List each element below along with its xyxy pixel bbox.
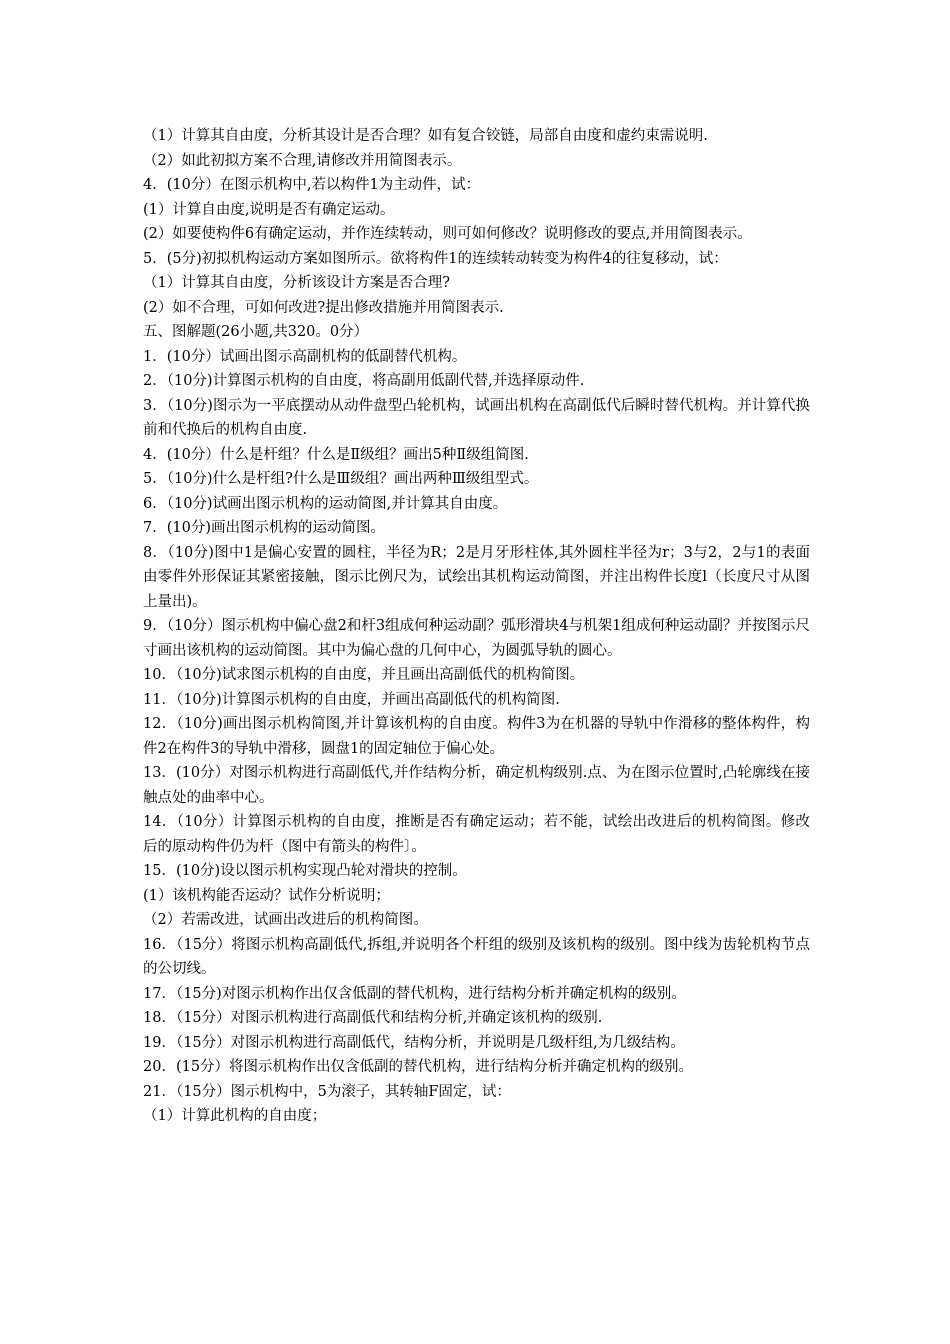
text-line: （2）如此初拟方案不合理,请修改并用简图表示。: [143, 152, 462, 169]
question-line: 1．(10分）试画出图示高副机构的低副替代机构。: [143, 348, 467, 365]
question-line: 2．（10分)计算图示机构的自由度，将高副用低副代替,并选择原动件.: [143, 373, 585, 389]
question-line: 11．（10分)计算图示机构的自由度，并画出高副低代的机构简图.: [143, 691, 560, 708]
document-body: [143, 124, 810, 1129]
text-line: （1）计算其自由度，分析其设计是否合理？如有复合铰链，局部自由度和虚约束需说明.: [143, 128, 708, 144]
question-line: 4．(10分）在图示机构中,若以构件1为主动件，试：: [143, 177, 481, 193]
question-line: 6．（10分)试画出图示机构的运动简图,并计算其自由度。: [143, 495, 508, 512]
question-line: 3．（10分)图示为一平底摆动从动件盘型凸轮机构，试画出机构在高副低代后瞬时替代机构。并计算代换前和代换后的机构自由度.: [143, 397, 810, 438]
question-line: 19．（15分）对图示机构进行高副低代，结构分析，并说明是几级杆组,为几级结构。: [143, 1034, 685, 1051]
question-line: 8．（10分)图中1是偏心安置的圆柱，半径为R；2是月牙形柱体,其外圆柱半径为r；3与2，2与1的表面由零件外形保证其紧密接触，图示比例尺为，试绘出其机构运动简图，并注出构件长度l（长度尺寸从图上量出)。: [143, 544, 810, 610]
question-line: 4．(10分）什么是杆组？什么是Ⅱ级组？画出5种Ⅱ级组简图.: [143, 446, 529, 463]
question-line: 16．（15分）将图示机构高副低代,拆组,并说明各个杆组的级别及该机构的级别。图中线为齿轮机构节点的公切线。: [143, 936, 810, 977]
question-line: 7．(10分)画出图示机构的运动简图。: [143, 520, 385, 536]
question-line: 21．（15分）图示机构中，5为滚子，其转轴F固定，试：: [143, 1083, 511, 1100]
question-line: 9．（10分）图示机构中偏心盘2和杆3组成何种运动副？弧形滑块4与机架1组成何种运动副？并按图示尺寸画出该机构的运动简图。其中为偏心盘的几何中心，为圆弧导轨的圆心。: [143, 618, 810, 659]
question-line: 18．（15分）对图示机构进行高副低代和结构分析,并确定该机构的级别.: [143, 1010, 603, 1026]
question-line: 5．(5分)初拟机构运动方案如图所示。欲将构件1的连续转动转变为构件4的往复移动，试：: [143, 250, 728, 267]
text-line: (2）如不合理，可如何改进?提出修改措施并用简图表示.: [143, 299, 504, 316]
text-line: （1）计算其自由度，分析该设计方案是否合理?: [143, 275, 450, 291]
text-line: (1）该机构能否运动？试作分析说明；: [143, 887, 390, 904]
text-line: (2）如要使构件6有确定运动，并作连续转动，则可如何修改？说明修改的要点,并用简图表示。: [143, 226, 752, 242]
question-line: 17．（15分)对图示机构作出仅含低副的替代机构，进行结构分析并确定机构的级别。: [143, 985, 686, 1002]
question-line: 15．(10分)设以图示机构实现凸轮对滑块的控制。: [143, 863, 467, 879]
section-heading: 五、图解题(26小题,共320。0分）: [143, 324, 369, 340]
question-line: 14．（10分）计算图示机构的自由度，推断是否有确定运动；若不能，试绘出改进后的机构简图。修改后的原动构件仍为杆（图中有箭头的构件〕。: [143, 814, 810, 855]
question-line: 10．（10分)试求图示机构的自由度，并且画出高副低代的机构简图。: [143, 667, 585, 683]
question-line: 12．（10分)画出图示机构简图,并计算该机构的自由度。构件3为在机器的导轨中作滑移的整体构件，构件2在构件3的导轨中滑移，圆盘1的固定轴位于偏心处。: [143, 716, 810, 757]
text-line: (1）计算自由度,说明是否有确定运动。: [143, 201, 395, 218]
question-line: 20．(15分）将图示机构作出仅含低副的替代机构，进行结构分析并确定机构的级别。: [143, 1059, 694, 1075]
text-line: （2）若需改进，试画出改进后的机构简图。: [143, 912, 428, 928]
text-line: （1）计算此机构的自由度；: [143, 1108, 327, 1124]
question-line: 5．（10分)什么是杆组?什么是Ⅲ级组？画出两种Ⅲ级组型式。: [143, 471, 539, 487]
question-line: 13．(10分）对图示机构进行高副低代,并作结构分析，确定机构级别.点、为在图示位置时,凸轮廓线在接触点处的曲率中心。: [143, 765, 810, 806]
